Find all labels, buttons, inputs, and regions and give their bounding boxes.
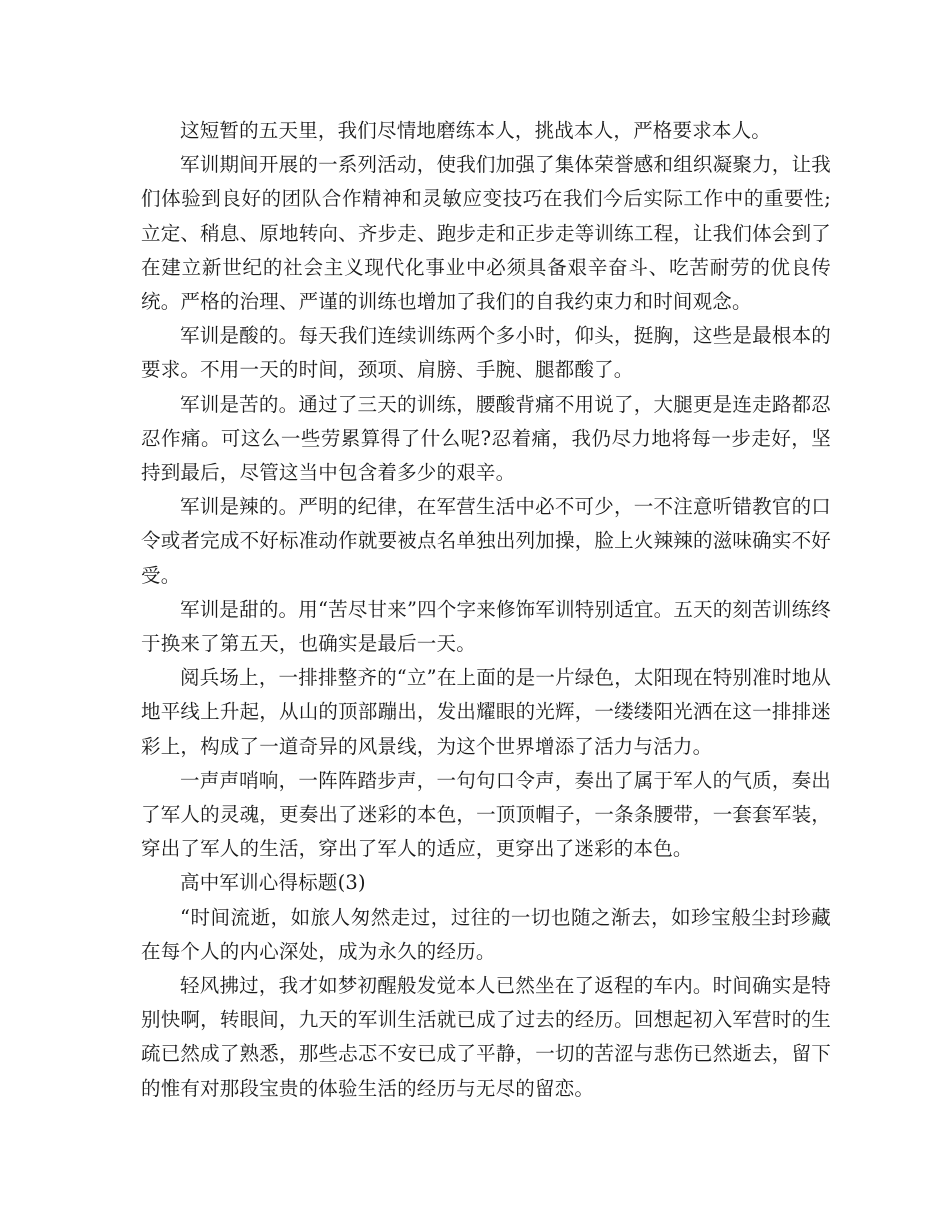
section-heading: 高中军训心得标题(3)	[180, 871, 366, 895]
paragraph-8: 一声声哨响，一阵阵踏步声，一句句口令声，奏出了属于军人的气质，奏出了军人的灵魂，更奏出了迷彩的本色，一顶顶帽子，一条条腰带，一套套军装，穿出了军人的生活，穿出了军人的适应，更穿出了迷彩的本色。	[141, 768, 831, 861]
paragraph-6: 军训是甜的。用“苦尽甘来”四个字来修饰军训特别适宜。五天的刻苦训练终于换来了第五天，也确实是最后一天。	[141, 597, 831, 656]
document-body	[141, 114, 831, 1106]
paragraph-11: 轻风拂过，我才如梦初醒般发觉本人已然坐在了返程的车内。时间确实是特别快啊，转眼间，九天的军训生活就已成了过去的经历。回想起初入军营时的生疏已然成了熟悉，那些忐忑不安已成了平静，一切的苦涩与悲伤已然逝去，留下的惟有对那段宝贵的体验生活的经历与无尽的留恋。	[141, 974, 831, 1100]
paragraph-1: 这短暂的五天里，我们尽情地磨练本人，挑战本人，严格要求本人。	[180, 119, 772, 142]
paragraph-10: “时间流逝，如旅人匆然走过，过往的一切也随之渐去，如珍宝般尘封珍藏在每个人的内心深处，成为永久的经历。	[141, 905, 831, 963]
paragraph-5: 军训是辣的。严明的纪律，在军营生活中必不可少，一不注意听错教官的口令或者完成不好标准动作就要被点名单独出列加操，脸上火辣辣的滋味确实不好受。	[141, 495, 831, 587]
paragraph-7: 阅兵场上，一排排整齐的“立”在上面的是一片绿色，太阳现在特别准时地从地平线上升起，从山的顶部蹦出，发出耀眼的光辉，一缕缕阳光洒在这一排排迷彩上，构成了一道奇异的风景线，为这个世界增添了活力与活力。	[141, 666, 831, 758]
paragraph-2: 军训期间开展的一系列活动，使我们加强了集体荣誉感和组织凝聚力，让我们体验到良好的团队合作精神和灵敏应变技巧在我们今后实际工作中的重要性;立定、稍息、原地转向、齐步走、跑步走和正步走等训练工程，让我们体会到了在建立新世纪的社会主义现代化事业中必须具备艰辛奋斗、吃苦耐劳的优良传统。严格的治理、严谨的训练也增加了我们的自我约束力和时间观念。	[141, 153, 831, 314]
paragraph-4: 军训是苦的。通过了三天的训练，腰酸背痛不用说了，大腿更是连走路都忍忍作痛。可这么一些劳累算得了什么呢?忍着痛，我仍尽力地将每一步走好，坚持到最后，尽管这当中包含着多少的艰辛。	[141, 392, 831, 485]
paragraph-3: 军训是酸的。每天我们连续训练两个多小时，仰头，挺胸，这些是最根本的要求。不用一天的时间，颈项、肩膀、手腕、腿都酸了。	[141, 324, 831, 382]
